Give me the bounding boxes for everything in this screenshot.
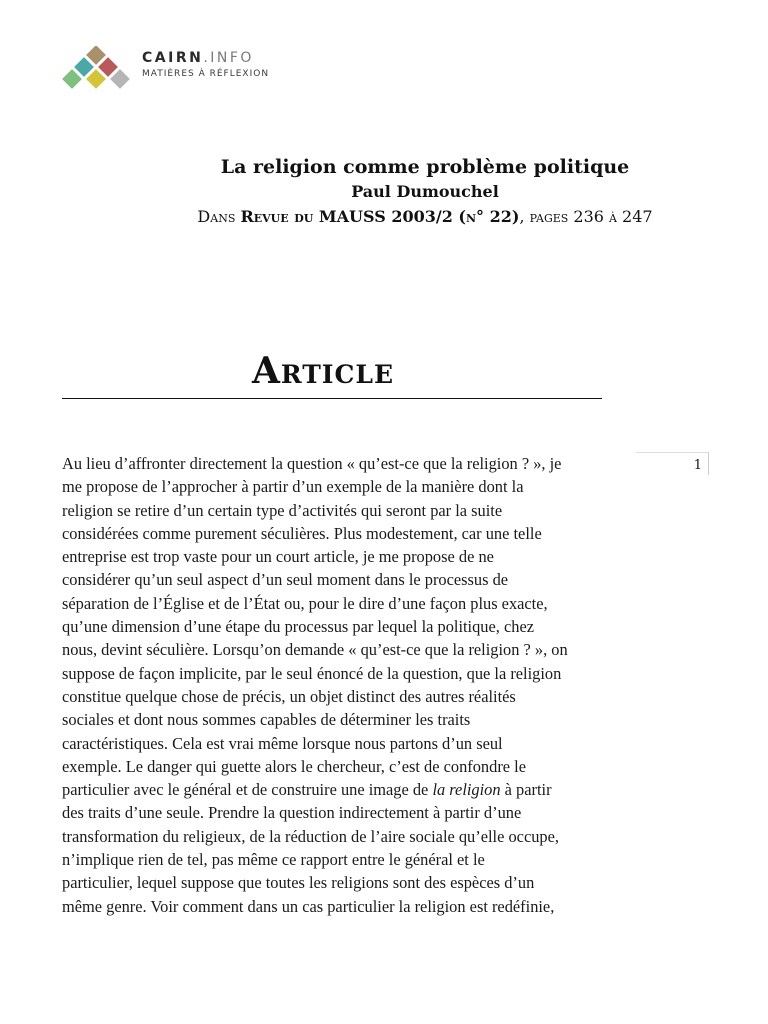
- logo-tile-red: [98, 57, 118, 77]
- text-line: considérer qu’un seul aspect d’un seul moment dans le processus de: [62, 570, 509, 590]
- text-line: transformation du religieux, de la réduction de l’aire sociale qu’elle occupe,: [62, 826, 559, 846]
- text-line: nous, devint séculière. Lorsqu’on demande « qu’est-ce que la religion ? », on: [62, 640, 568, 660]
- text-line: entreprise est trop vaste pour un court article, je me propose de ne: [62, 547, 494, 567]
- journal-link[interactable]: Revue du MAUSS 2003/2 (n° 22): [240, 207, 520, 226]
- text-line: particulier avec le général et de construire une image de la religion à partir: [62, 780, 552, 800]
- section-divider: [62, 398, 602, 399]
- text-line: constitue quelque chose de précis, un objet distinct des autres réalités: [62, 686, 516, 706]
- text-line: caractéristiques. Cela est vrai même lorsque nous partons d’un seul: [62, 733, 503, 753]
- paragraph-body: [62, 452, 610, 918]
- brand-tagline: MATIÈRES À RÉFLEXION: [142, 69, 270, 79]
- article-title: La religion comme problème politique: [220, 156, 630, 178]
- text-line: qu’une dimension d’une étape du processus par lequel la politique, chez: [62, 617, 534, 637]
- article-source: [160, 204, 690, 230]
- logo-tile-brown: [86, 46, 106, 65]
- section-heading: [62, 350, 602, 399]
- text-line: séparation de l’Église et de l’État ou, pour le dire d’une façon plus exacte,: [62, 593, 548, 613]
- text-line: particulier, lequel suppose que toutes les religions sont des espèces d’un: [62, 873, 535, 893]
- text-line: considérées comme purement séculières. Plus modestement, car une telle: [62, 523, 542, 543]
- cairn-logo[interactable]: [60, 46, 290, 96]
- logo-tile-grey: [110, 69, 130, 89]
- logo-tile-teal: [74, 57, 94, 77]
- logo-tile-green: [62, 69, 82, 89]
- text-line: n’implique rien de tel, pas même ce rapport entre le général et le: [62, 850, 485, 870]
- cairn-logo-mark: [60, 46, 132, 94]
- text-line: sociales et dont nous sommes capables de déterminer les traits: [62, 710, 471, 730]
- article-header: [160, 154, 690, 230]
- text-line: religion se retire d’un certain type d’activités qui seront par la suite: [62, 500, 503, 520]
- brand-name: CAIRN.INFO: [142, 50, 254, 66]
- text-line: des traits d’une seule. Prendre la question indirectement à partir d’une: [62, 803, 522, 823]
- text-line: me propose de l’approcher à partir d’un exemple de la manière dont la: [62, 477, 524, 497]
- text-line: même genre. Voir comment dans un cas particulier la religion est redéfinie,: [62, 896, 555, 916]
- text-line: exemple. Le danger qui guette alors le chercheur, c’est de confondre le: [62, 756, 526, 776]
- logo-tile-yellow: [86, 69, 106, 89]
- brand-text: [142, 50, 269, 79]
- italic-term: la religion: [432, 780, 501, 800]
- section-title: Article: [251, 350, 395, 392]
- page-range: , pages 236 à 247: [519, 207, 653, 226]
- paragraph-number: 1: [693, 458, 702, 473]
- text-line: Au lieu d’affronter directement la question « qu’est-ce que la religion ? », je: [62, 454, 562, 473]
- source-prefix: Dans: [197, 207, 241, 226]
- article-author[interactable]: Paul Dumouchel: [351, 182, 499, 201]
- text-line: suppose de façon implicite, par le seul énoncé de la question, que la religion: [62, 663, 562, 683]
- paragraph-marker: [636, 452, 709, 475]
